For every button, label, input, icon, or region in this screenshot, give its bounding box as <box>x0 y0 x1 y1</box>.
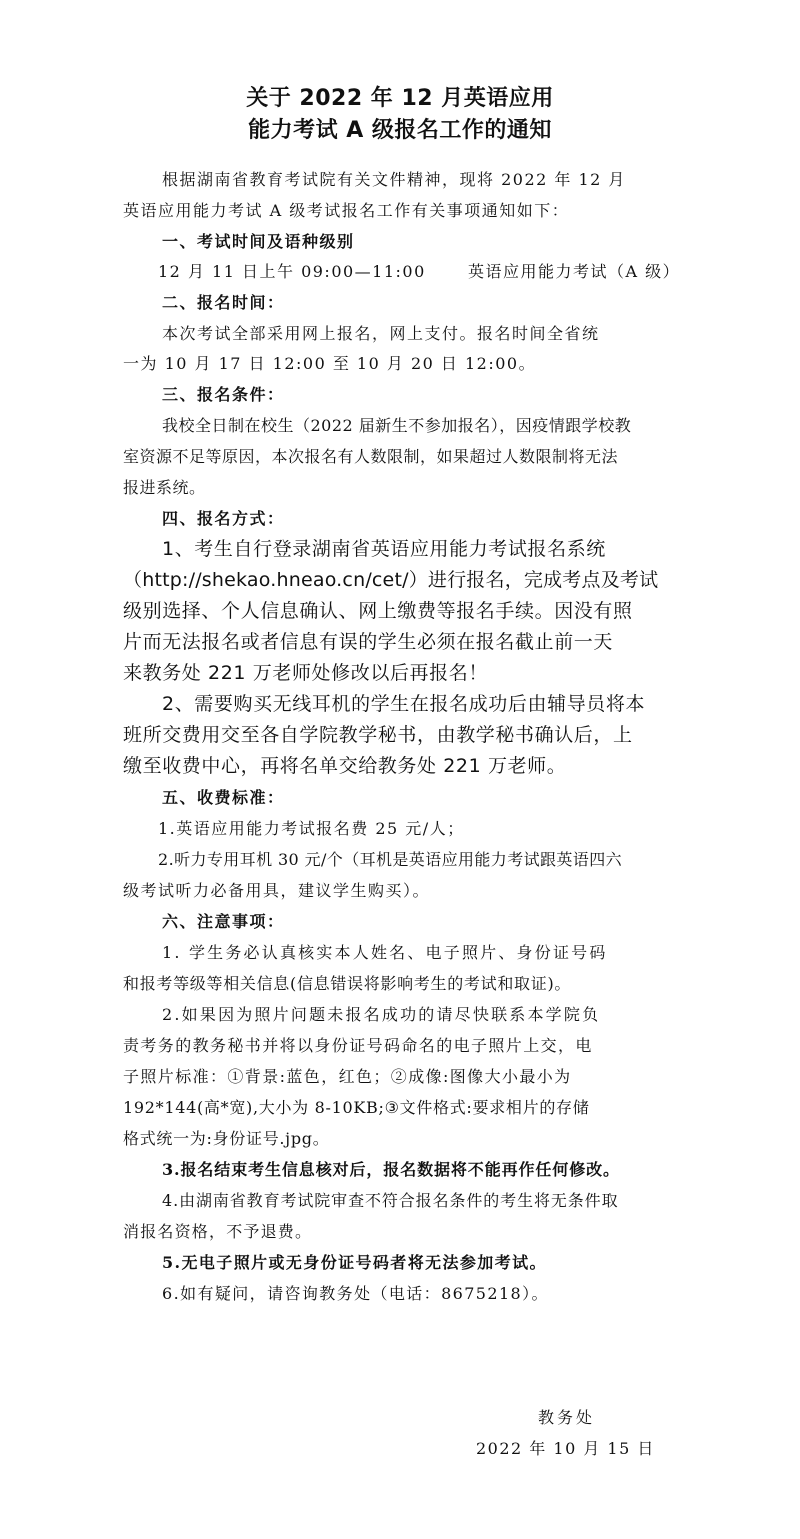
fee-line-3: 级考试听力必备用具，建议学生购买）。 <box>123 881 431 900</box>
section-3-line-2: 室资源不足等原因，本次报名有人数限制，如果超过人数限制将无法 <box>123 447 619 466</box>
section-3-line-3: 报进系统。 <box>123 478 206 497</box>
section-4-item-1-line-1: 1、考生自行登录湖南省英语应用能力考试报名系统 <box>162 538 606 560</box>
fee-line-2: 2.听力专用耳机 30 元/个（耳机是英语应用能力考试跟英语四六 <box>158 850 622 869</box>
exam-level: 英语应用能力考试（A 级） <box>468 262 681 281</box>
section-2-line-1: 本次考试全部采用网上报名，网上支付。报名时间全省统 <box>162 324 600 343</box>
note-2-line-1: 2.如果因为照片问题未报名成功的请尽快联系本学院负 <box>162 1005 601 1024</box>
note-6: 6.如有疑问，请咨询教务处（电话：8675218）。 <box>162 1284 549 1303</box>
intro-line-2: 英语应用能力考试 A 级考试报名工作有关事项通知如下： <box>123 201 570 220</box>
section-4-item-1-line-4: 片而无法报名或者信息有误的学生必须在报名截止前一天 <box>123 631 614 653</box>
note-5: 5.无电子照片或无身份证号码者将无法参加考试。 <box>162 1253 547 1272</box>
exam-time: 12 月 11 日上午 09:00—11:00 <box>158 262 426 281</box>
note-2-line-4: 192*144(高*宽),大小为 8-10KB;③文件格式:要求相片的存储 <box>123 1098 590 1117</box>
issue-date: 2022 年 10 月 15 日 <box>476 1439 655 1458</box>
intro-line-1: 根据湖南省教育考试院有关文件精神，现将 2022 年 12 月 <box>162 170 626 189</box>
section-3-line-1: 我校全日制在校生（2022 届新生不参加报名），因疫情跟学校教 <box>162 416 632 435</box>
notice-title-line-1: 关于 2022 年 12 月英语应用 <box>246 86 554 111</box>
section-4-heading: 四、报名方式： <box>162 509 285 528</box>
section-4-item-1-line-2: （http://shekao.hneao.cn/cet/）进行报名，完成考点及考试 <box>123 569 659 591</box>
issuing-department: 教务处 <box>538 1408 596 1427</box>
section-6-heading: 六、注意事项： <box>162 912 285 931</box>
section-4-item-2-line-1: 2、需要购买无线耳机的学生在报名成功后由辅导员将本 <box>162 693 646 715</box>
note-4-line-2: 消报名资格，不予退费。 <box>123 1222 313 1241</box>
section-4-item-1-line-5: 来教务处 221 万老师处修改以后再报名！ <box>123 662 488 684</box>
note-3: 3.报名结束考生信息核对后，报名数据将不能再作任何修改。 <box>162 1160 620 1179</box>
section-2-line-2: 一为 10 月 17 日 12:00 至 10 月 20 日 12:00。 <box>123 354 537 373</box>
section-1-heading: 一、考试时间及语种级别 <box>162 232 355 251</box>
section-5-heading: 五、收费标准： <box>162 788 285 807</box>
section-3-heading: 三、报名条件： <box>162 385 285 404</box>
note-1-line-1: 1. 学生务必认真核实本人姓名、电子照片、身份证号码 <box>162 943 608 962</box>
note-2-line-5: 格式统一为:身份证号.jpg。 <box>123 1129 330 1148</box>
notice-title-line-2: 能力考试 A 级报名工作的通知 <box>248 118 552 143</box>
fee-line-1: 1.英语应用能力考试报名费 25 元/人； <box>158 819 465 838</box>
note-2-line-3: 子照片标准：①背景:蓝色，红色；②成像:图像大小最小为 <box>123 1067 572 1086</box>
section-4-item-1-line-3: 级别选择、个人信息确认、网上缴费等报名手续。因没有照 <box>123 600 633 622</box>
section-4-item-2-line-3: 缴至收费中心，再将名单交给教务处 221 万老师。 <box>123 755 567 777</box>
section-2-heading: 二、报名时间： <box>162 293 285 312</box>
note-1-line-2: 和报考等级等相关信息(信息错误将影响考生的考试和取证)。 <box>123 974 572 993</box>
note-2-line-2: 责考务的教务秘书并将以身份证号码命名的电子照片上交，电 <box>123 1036 593 1055</box>
note-4-line-1: 4.由湖南省教育考试院审查不符合报名条件的考生将无条件取 <box>162 1191 619 1210</box>
section-4-item-2-line-2: 班所交费用交至各自学院教学秘书，由教学秘书确认后，上 <box>123 724 633 746</box>
